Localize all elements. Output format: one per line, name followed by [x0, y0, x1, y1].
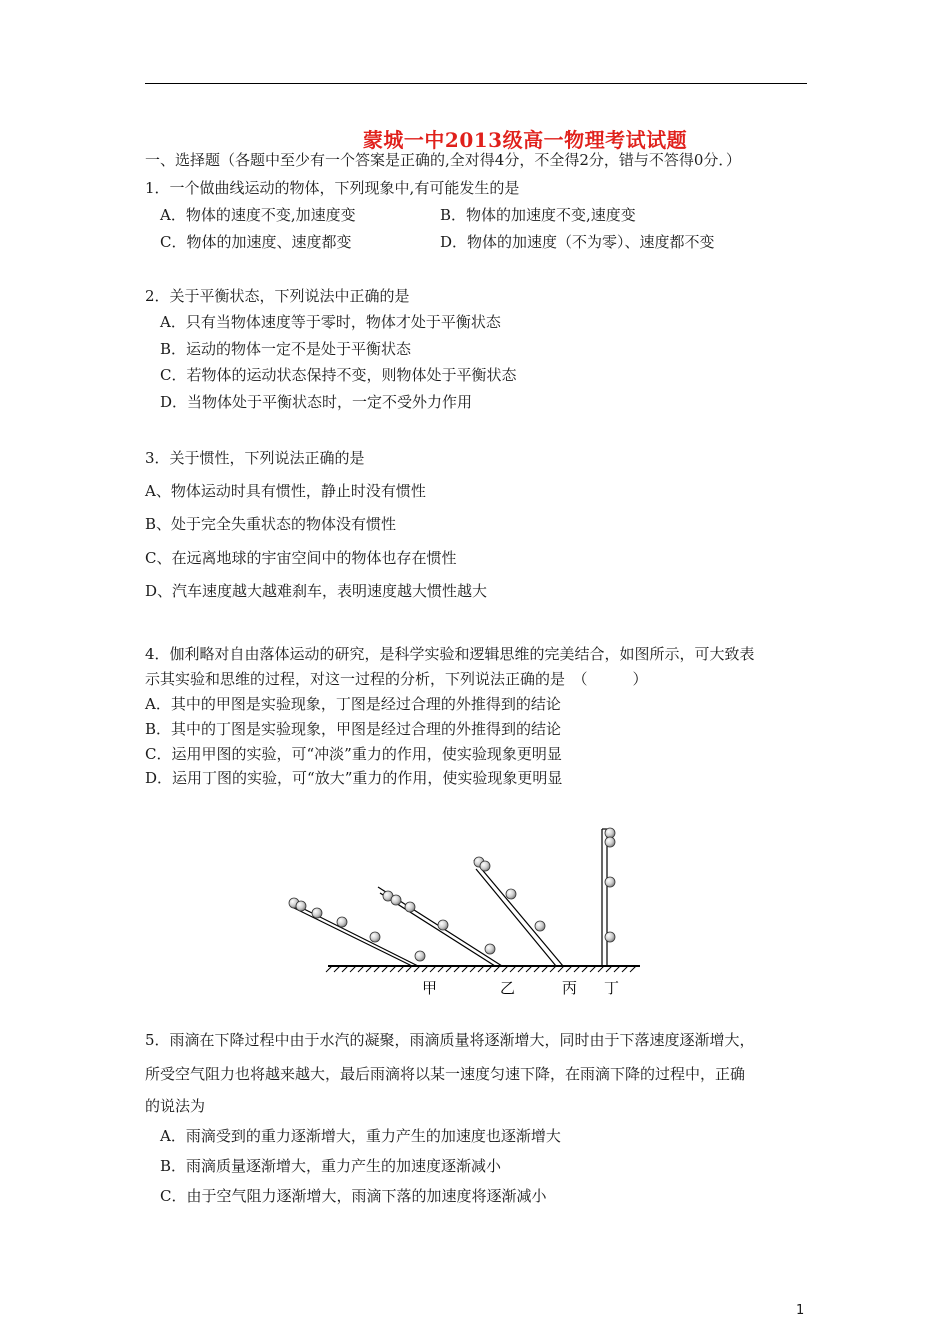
q5-option-c: C．由于空气阻力逐渐增大，雨滴下落的加速度将逐渐减小: [160, 1187, 547, 1205]
q5-option-b: B．雨滴质量逐渐增大，重力产生的加速度逐渐减小: [160, 1157, 502, 1175]
q4-option-a: A．其中的甲图是实验现象，丁图是经过合理的外推得到的结论: [145, 695, 561, 713]
q5-stem-line1: 5．雨滴在下降过程中由于水汽的凝聚，雨滴质量将逐渐增大，同时由于下落速度逐渐增大，: [145, 1031, 755, 1049]
q2-option-c: C．若物体的运动状态保持不变，则物体处于平衡状态: [160, 366, 517, 384]
label-ding: 丁: [604, 979, 620, 997]
section-header: 一、选择题（各题中至少有一个答案是正确的,全对得4分，不全得2分，错与不答得0分．）: [145, 151, 741, 169]
q1-option-a: A．物体的速度不变,加速度变: [160, 206, 356, 224]
q5-option-a: A．雨滴受到的重力逐渐增大，重力产生的加速度也逐渐增大: [160, 1127, 561, 1145]
galileo-incline-diagram: [280, 815, 650, 1000]
q4-option-d: D．运用丁图的实验，可“放大”重力的作用，使实验现象更明显: [145, 769, 563, 787]
q3-option-b: B、处于完全失重状态的物体没有惯性: [145, 515, 397, 533]
q3-option-a: A、物体运动时具有惯性，静止时没有惯性: [145, 482, 426, 500]
q2-stem: 2．关于平衡状态，下列说法中正确的是: [145, 287, 410, 305]
q1-option-c: C．物体的加速度、速度都变: [160, 233, 352, 251]
q1-option-b: B．物体的加速度不变,速度变: [440, 206, 636, 224]
q2-option-b: B．运动的物体一定不是处于平衡状态: [160, 340, 412, 358]
q2-option-d: D．当物体处于平衡状态时，一定不受外力作用: [160, 393, 473, 411]
q5-stem-line3: 的说法为: [145, 1097, 206, 1115]
label-yi: 乙: [500, 979, 516, 997]
incline-ding: [602, 828, 615, 966]
q4-option-b: B．其中的丁图是实验现象，甲图是经过合理的外推得到的结论: [145, 720, 562, 738]
incline-yi: [378, 887, 502, 966]
ground: [326, 966, 640, 972]
q3-option-c: C、在远离地球的宇宙空间中的物体也存在惯性: [145, 549, 457, 567]
label-jia: 甲: [422, 979, 438, 997]
q4-stem-line1: 4．伽利略对自由落体运动的研究，是科学实验和逻辑思维的完美结合，如图所示，可大致表: [145, 645, 755, 663]
q2-option-a: A．只有当物体速度等于零时，物体才处于平衡状态: [160, 313, 501, 331]
exam-title: 蒙城一中2013级高一物理考试试题: [362, 128, 688, 152]
q3-option-d: D、汽车速度越大越难刹车，表明速度越大惯性越大: [145, 582, 488, 600]
q1-option-d: D．物体的加速度（不为零）、速度都不变: [440, 233, 715, 251]
page-number: 1: [796, 1303, 805, 1318]
q5-stem-line2: 所受空气阻力也将越来越大，最后雨滴将以某一速度匀速下降，在雨滴下降的过程中，正确: [145, 1065, 746, 1083]
q4-option-c: C．运用甲图的实验，可“冲淡”重力的作用，使实验现象更明显: [145, 745, 562, 763]
q3-stem: 3．关于惯性，下列说法正确的是: [145, 449, 365, 467]
q4-stem-line2: 示其实验和思维的过程，对这一过程的分析，下列说法正确的是 （ ）: [145, 670, 648, 688]
q1-stem: 1．一个做曲线运动的物体，下列现象中,有可能发生的是: [145, 179, 520, 197]
label-bing: 丙: [562, 979, 578, 997]
header-rule: [145, 83, 807, 84]
